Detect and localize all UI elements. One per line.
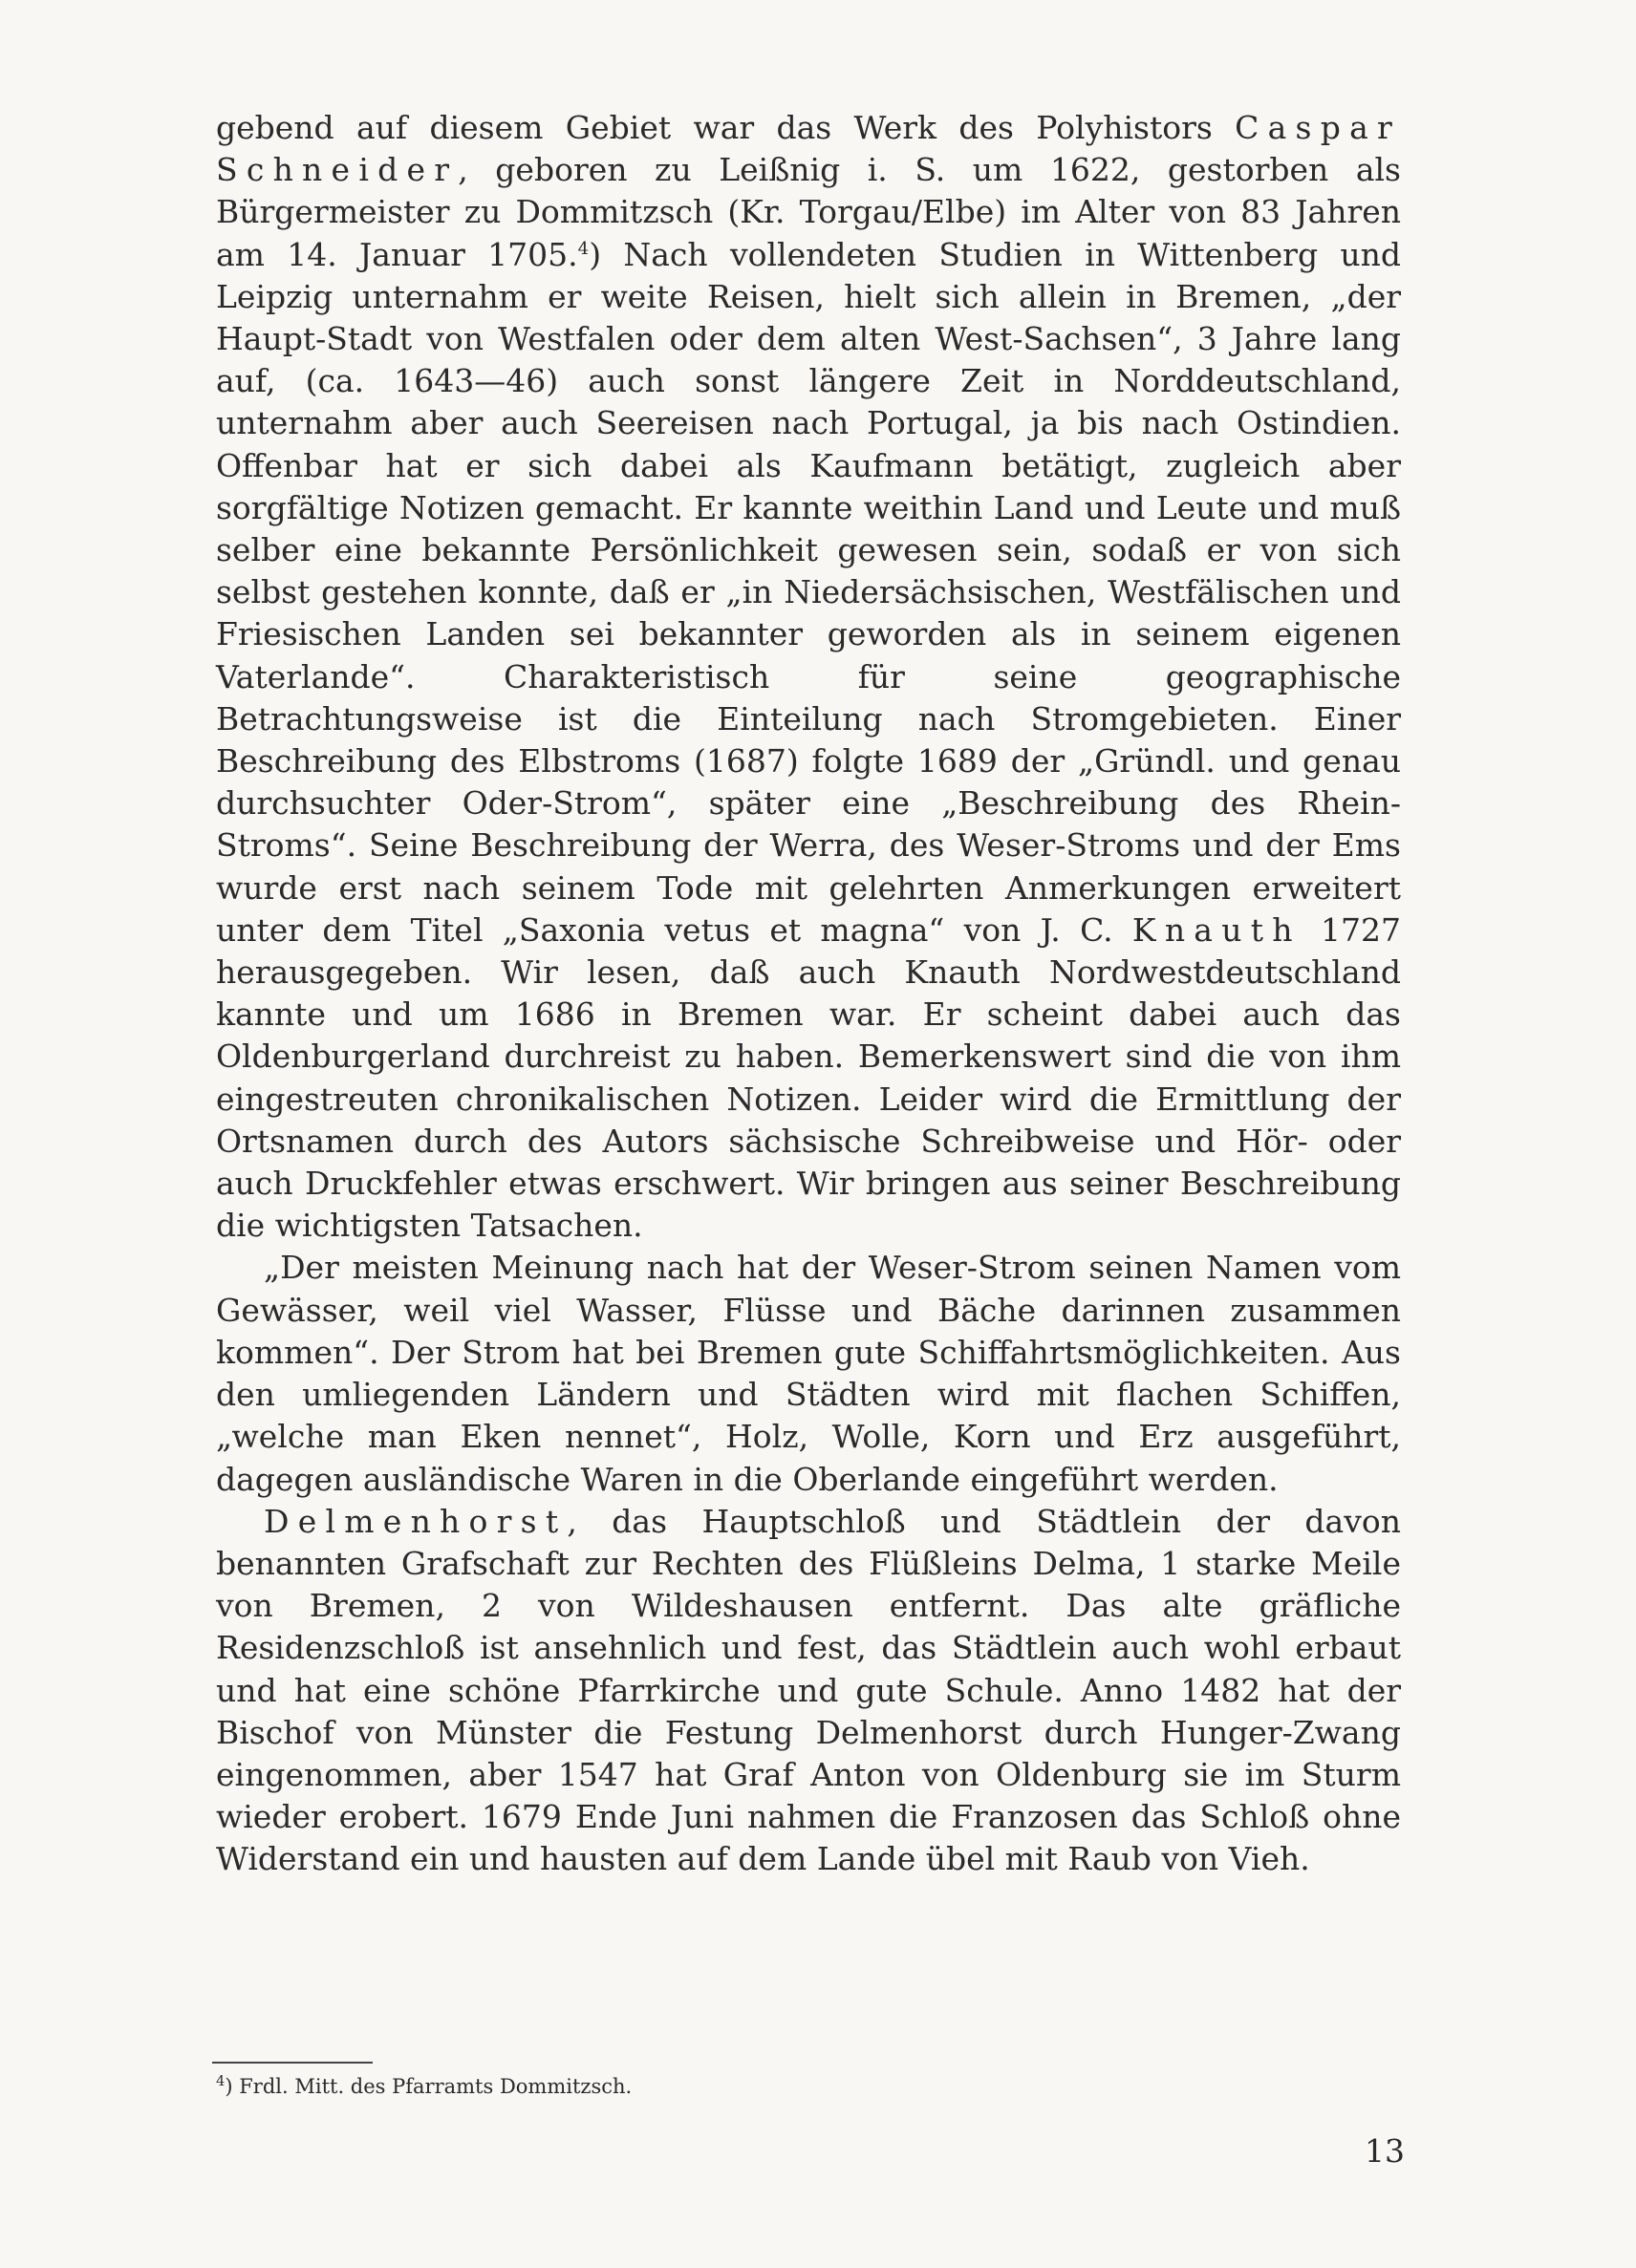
text-run: „Der meisten Meinung nach hat der Weser-Strom seinen Namen vom Gewässer, weil viel Wasser, Flüsse und Bäche darinnen zusammen kommen“. Der Strom hat bei Bremen gute Schiffahrtsmöglichkeiten. Aus den umliegenden Ländern und Städten wird mit flachen Schiffen, „welche man Eken nennet“, Holz, Wolle, Korn und Erz ausgeführt, dagegen ausländische Waren in die Oberlande eingeführt werden.: [216, 1249, 1401, 1498]
text-run: 1727 herausgegeben. Wir lesen, daß auch Knauth Nordwestdeutschland kannte und um 1686 in Bremen war. Er scheint dabei auch das Oldenburgerland durchreist zu haben. Bemerkenswert sind die von ihm eingestreuten chronikalischen Notizen. Leider wird die Ermittlung der Ortsnamen durch des Autors sächsische Schreibweise und Hör- oder auch Druckfehler etwas erschwert. Wir bringen aus seiner Beschreibung die wichtigsten Tatsachen.: [216, 910, 1401, 1245]
author-name-caspar-schneider: Caspar Schneider: [216, 109, 1401, 189]
page-number: 13: [1365, 2132, 1405, 2170]
paragraph-3: [216, 1501, 1401, 1881]
text-run: , das Hauptschloß und Städtlein der davon benannten Grafschaft zur Rechten des Flüßleins Delma, 1 starke Meile von Bremen, 2 von Wildeshausen entfernt. Das alte gräfliche Residenzschloß ist ansehnlich und fest, das Städtlein auch wohl erbaut und hat eine schöne Pfarrkirche und gute Schule. Anno 1482 hat der Bischof von Münster die Festung Delmenhorst durch Hunger-Zwang eingenommen, aber 1547 hat Graf Anton von Oldenburg sie im Sturm wieder erobert. 1679 Ende Juni nahmen die Franzosen das Schloß ohne Widerstand ein und hausten auf dem Lande übel mit Raub von Vieh.: [216, 1502, 1401, 1878]
place-name-delmenhorst: Delmenhorst: [264, 1502, 568, 1540]
body-text: [216, 107, 1401, 1881]
author-name-knauth: Knauth: [1131, 910, 1302, 949]
paragraph-1: [216, 107, 1401, 1247]
footnote-divider: [212, 2062, 373, 2064]
footnote-text: ) Frdl. Mitt. des Pfarramts Dommitzsch.: [225, 2075, 633, 2098]
text-run: gebend auf diesem Gebiet war das Werk des Polyhistors: [216, 109, 1236, 146]
footnote-reference: 4: [577, 238, 590, 259]
text-run: ) Nach vollendeten Studien in Wittenberg und Leipzig unternahm er weite Reisen, hielt sich allein in Bremen, „der Haupt-Stadt von Westfalen oder dem alten West-Sachsen“, 3 Jahre lang auf, (ca. 1643—46) auch sonst längere Zeit in Norddeutschland, unternahm aber auch Seereisen nach Portugal, ja bis nach Ostindien. Offenbar hat er sich dabei als Kaufmann betätigt, zugleich aber sorgfältige Notizen gemacht. Er kannte weithin Land und Leute und muß selber eine bekannte Persönlichkeit gewesen sein, sodaß er von sich selbst gestehen konnte, daß er „in Niedersächsischen, Westfälischen und Friesischen Landen sei bekannter geworden als in seinem eigenen Vaterlande“. Charakteristisch für seine geographische Betrachtungsweise ist die Einteilung nach Stromgebieten. Einer Beschreibung des Elbstroms (1687) folgte 1689 der „Gründl. und genau durchsuchter Oder-Strom“, später eine „Beschreibung des Rhein-Stroms“. Seine Beschreibung der Werra, des Weser-Stroms und der Ems wurde erst nach seinem Tode mit gelehrten Anmerkungen erweitert unter dem Titel „Saxonia vetus et magna“ von J. C.: [216, 235, 1401, 949]
footnote: [216, 2073, 632, 2100]
footnote-marker: 4: [216, 2073, 226, 2089]
text-run: , geboren zu Leißnig i. S. um 1622, gestorben als Bürgermeister zu Dommitzsch (Kr. Torgau/Elbe) im Alter von 83 Jahren am 14. Januar 1705.: [216, 151, 1401, 273]
paragraph-2: [216, 1247, 1401, 1500]
